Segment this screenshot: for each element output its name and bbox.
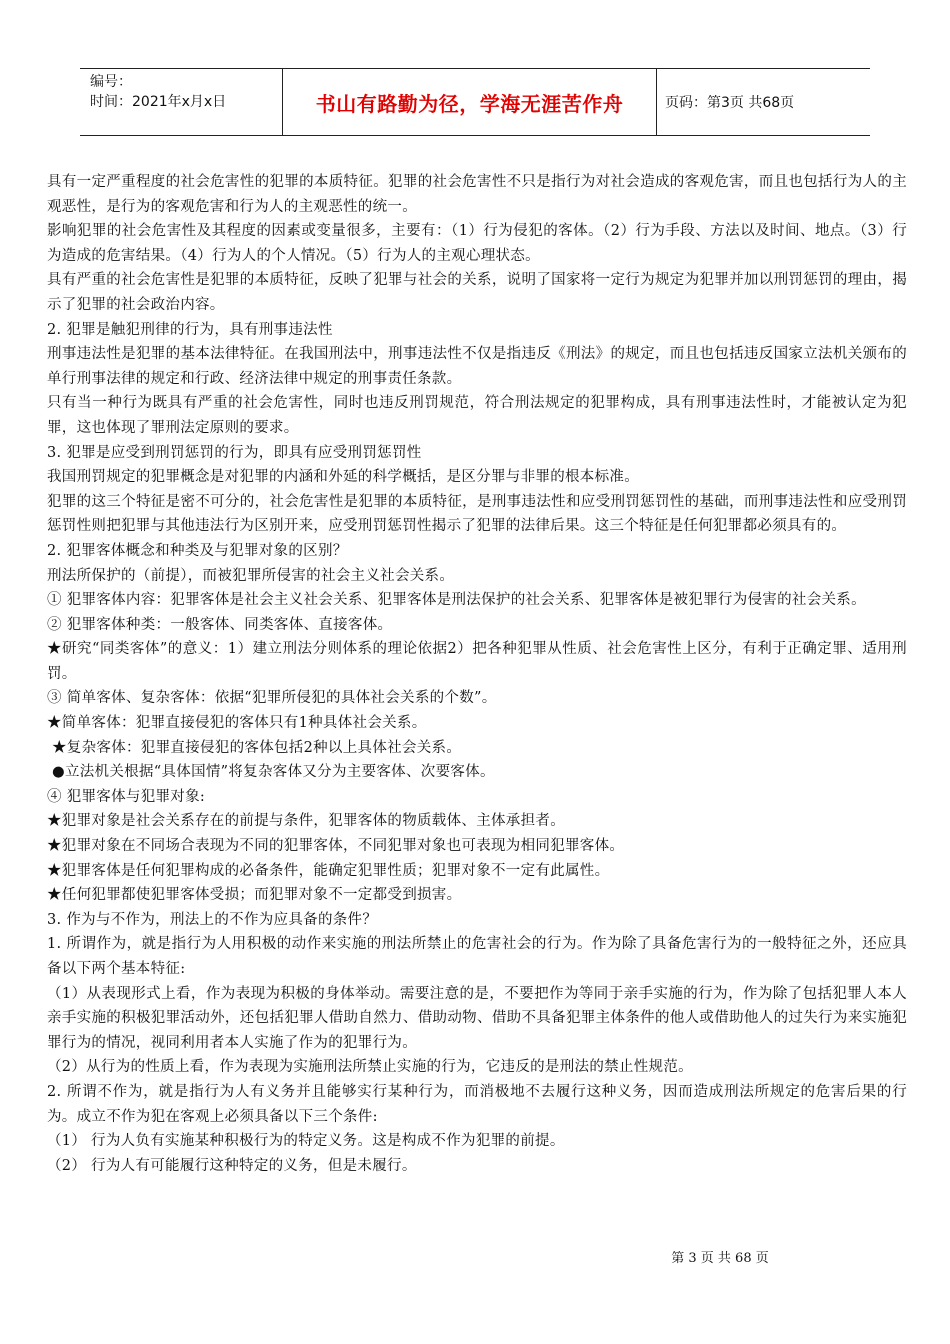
paragraph: 2. 所谓不作为，就是指行为人有义务并且能够实行某种行为，而消极地不去履行这种义务，因而造成刑法所规定的危害后果的行为。成立不作为犯在客观上必须具备以下三个条件: bbox=[47, 1083, 907, 1125]
list-item: （1） 行为人负有实施某种积极行为的特定义务。这是构成不作为犯罪的前提。 bbox=[47, 1133, 565, 1150]
list-item: ③ 简单客体、复杂客体：依据“犯罪所侵犯的具体社会关系的个数”。 bbox=[47, 690, 497, 707]
list-item: ★任何犯罪都使犯罪客体受损；而犯罪对象不一定都受到损害。 bbox=[47, 887, 462, 904]
header-motto: 书山有路勤为径，学海无涯苦作舟 bbox=[283, 69, 657, 135]
list-item: ★简单客体：犯罪直接侵犯的客体只有1种具体社会关系。 bbox=[47, 715, 427, 732]
date-label: 时间：2021年x月x日 bbox=[90, 94, 227, 110]
list-item: ② 犯罪客体种类：一般客体、同类客体、直接客体。 bbox=[47, 616, 393, 633]
document-body bbox=[47, 170, 907, 1178]
list-item: ★复杂客体：犯罪直接侵犯的客体包括2种以上具体社会关系。 bbox=[52, 739, 462, 756]
paragraph: （1）从表现形式上看，作为表现为积极的身体举动。需要注意的是，不要把作为等同于亲手实施的行为，作为除了包括犯罪人本人亲手实施的积极犯罪活动外，还包括犯罪人借助自然力、借助动物、借助不具备犯罪主体条件的他人或借助他人的过失行为来实施犯罪行为的情况，视同利用者本人实施了作为的犯罪行为。 bbox=[47, 985, 907, 1051]
list-item: ●立法机关根据“具体国情”将复杂客体又分为主要客体、次要客体。 bbox=[52, 764, 495, 781]
paragraph: 1. 所谓作为，就是指行为人用积极的动作来实施的刑法所禁止的危害社会的行为。作为除了具备危害行为的一般特征之外，还应具备以下两个基本特征: bbox=[47, 936, 907, 977]
paragraph: （2）从行为的性质上看，作为表现为实施刑法所禁止实施的行为，它违反的是刑法的禁止性规范。 bbox=[47, 1059, 693, 1076]
paragraph: 具有严重的社会危害性是犯罪的本质特征，反映了犯罪与社会的关系，说明了国家将一定行为规定为犯罪并加以刑罚惩罚的理由，揭示了犯罪的社会政治内容。 bbox=[47, 272, 907, 313]
paragraph: 具有一定严重程度的社会危害性的犯罪的本质特征。犯罪的社会危害性不只是指行为对社会造成的客观危害，而且也包括行为人的主观恶性，是行为的客观危害和行为人的主观恶性的统一。 bbox=[47, 174, 907, 215]
section-heading: 3. 犯罪是应受到刑罚惩罚的行为，即具有应受刑罚惩罚性 bbox=[47, 444, 422, 461]
paragraph: 影响犯罪的社会危害性及其程度的因素或变量很多，主要有：（1）行为侵犯的客体。（2）行为手段、方法以及时间、地点。（3）行为造成的危害结果。（4）行为人的个人情况。（5）行为人的主观心理状态。 bbox=[47, 223, 907, 264]
list-item: （2） 行为人有可能履行这种特定的义务，但是未履行。 bbox=[47, 1157, 417, 1174]
paragraph: 刑法所保护的（前提），而被犯罪所侵害的社会主义社会关系。 bbox=[47, 567, 455, 584]
section-heading: 2. 犯罪是触犯刑律的行为，具有刑事违法性 bbox=[47, 321, 333, 338]
section-heading: 3. 作为与不作为，刑法上的不作为应具备的条件？ bbox=[47, 911, 378, 928]
list-item: ① 犯罪客体内容：犯罪客体是社会主义社会关系、犯罪客体是刑法保护的社会关系、犯罪客体是被犯罪行为侵害的社会关系。 bbox=[47, 592, 866, 609]
paragraph: 犯罪的这三个特征是密不可分的，社会危害性是犯罪的本质特征，是刑事违法性和应受刑罚惩罚性的基础，而刑事违法性和应受刑罚惩罚性则把犯罪与其他违法行为区别开来，应受刑罚惩罚性揭示了犯罪的法律后果。这三个特征是任何犯罪都必须具有的。 bbox=[47, 493, 907, 535]
list-item: ★犯罪对象在不同场合表现为不同的犯罪客体，不同犯罪对象也可表现为相同犯罪客体。 bbox=[47, 838, 625, 855]
paragraph: 我国刑罚规定的犯罪概念是对犯罪的内涵和外延的科学概括，是区分罪与非罪的根本标准。 bbox=[47, 469, 639, 486]
page-header bbox=[80, 68, 870, 136]
paragraph: 刑事违法性是犯罪的基本法律特征。在我国刑法中，刑事违法性不仅是指违反《刑法》的规定，而且也包括违反国家立法机关颁布的单行刑事法律的规定和行政、经济法律中规定的刑事责任条款。 bbox=[47, 346, 907, 387]
number-label: 编号： bbox=[90, 74, 132, 90]
header-meta bbox=[80, 69, 283, 135]
paragraph: 只有当一种行为既具有严重的社会危害性，同时也违反刑罚规范，符合刑法规定的犯罪构成，具有刑事违法性时，才能被认定为犯罪，这也体现了罪刑法定原则的要求。 bbox=[47, 395, 907, 436]
header-page-label: 页码：第3页 共68页 bbox=[665, 95, 795, 111]
section-heading: 2. 犯罪客体概念和种类及与犯罪对象的区别？ bbox=[47, 542, 348, 559]
list-item: ★犯罪客体是任何犯罪构成的必备条件，能确定犯罪性质；犯罪对象不一定有此属性。 bbox=[47, 862, 610, 879]
list-item: ④ 犯罪客体与犯罪对象: bbox=[47, 788, 206, 805]
list-item: ★犯罪对象是社会关系存在的前提与条件，犯罪客体的物质载体、主体承担者。 bbox=[47, 813, 565, 830]
page-footer: 第 3 页 共 68 页 bbox=[671, 1251, 769, 1266]
list-item: ★研究“同类客体”的意义：1）建立刑法分则体系的理论依据2）把各种犯罪从性质、社会危害性上区分，有利于正确定罪、适用刑罚。 bbox=[47, 641, 907, 682]
